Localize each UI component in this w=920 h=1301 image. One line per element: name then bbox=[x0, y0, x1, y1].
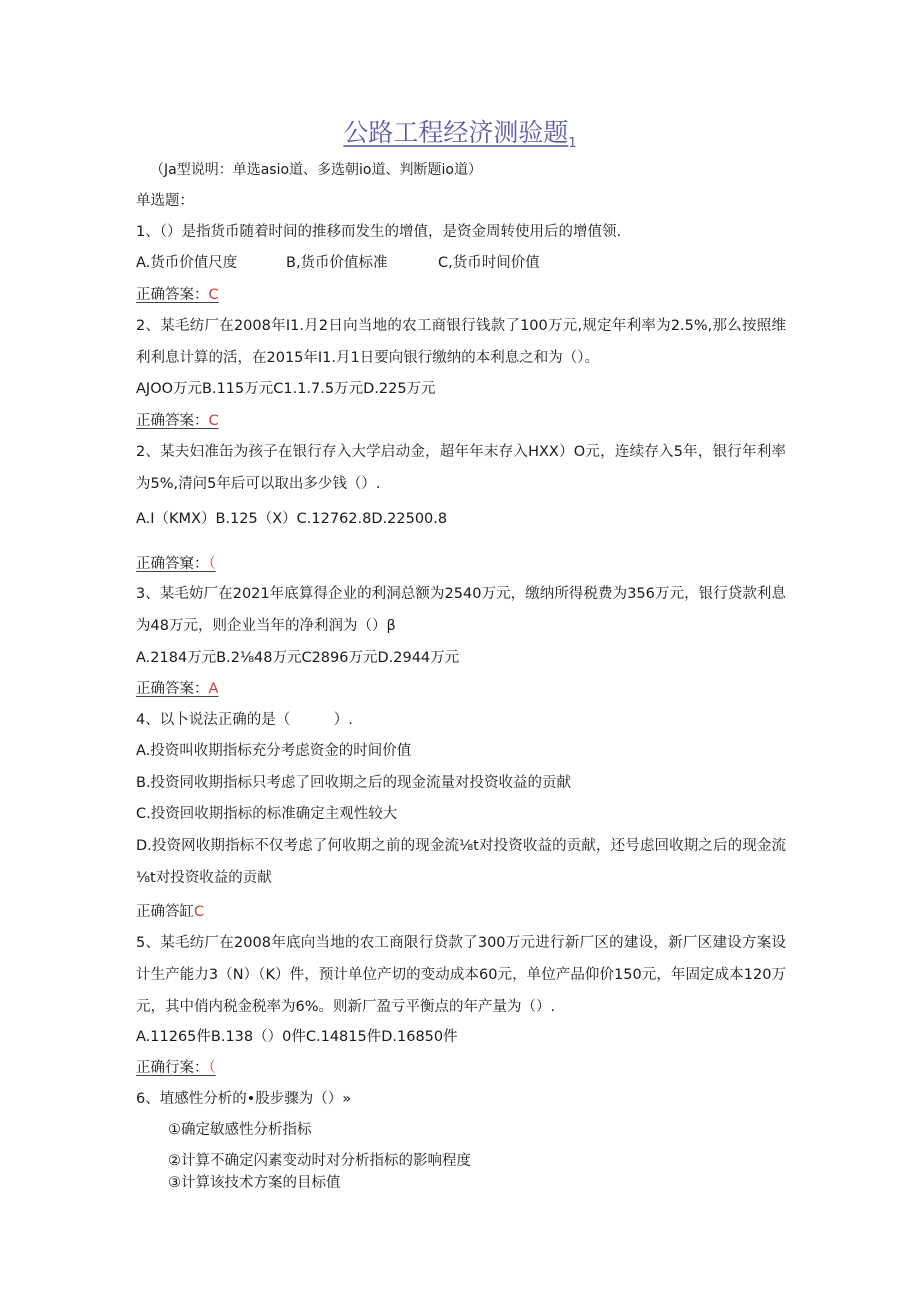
q6-text: 6、埴感性分析的•股步骤为（）» bbox=[136, 1091, 352, 1107]
answer-label: 正确答缸 bbox=[136, 904, 194, 920]
title-sub: 1 bbox=[568, 136, 577, 151]
q1-option-b: B,货币价值标准 bbox=[286, 255, 388, 271]
q4-option-d: D.投资网收期指标不仅考虑了何收期之前的现金流⅛t对投资收益的贡献，还号虑回收期之后的现金流⅛t对投资收益的贡献 bbox=[136, 838, 786, 886]
answer-value: C bbox=[208, 287, 219, 303]
answer-value: A bbox=[208, 681, 219, 697]
answer-value: （ bbox=[208, 556, 216, 572]
q5-answer bbox=[136, 1058, 216, 1078]
answer-value: C bbox=[194, 904, 205, 920]
q3-options: A.2184万元B.2⅛48万元C2896万元D.2944万元 bbox=[136, 650, 460, 666]
answer-label: 正确答案： bbox=[136, 287, 209, 303]
q6-step-1: ①确定敏感性分析指标 bbox=[168, 1122, 312, 1138]
q5-options: A.11265件B.138（）0件C.14815件D.16850件 bbox=[136, 1029, 458, 1045]
q4-option-c: C.投资回收期指标的标准确定主观性较大 bbox=[136, 806, 398, 822]
section-single-choice: 单选题： bbox=[136, 193, 194, 209]
answer-value: （ bbox=[208, 1060, 216, 1076]
q3-text: 3、某毛妨厂在2021年底算得企业的利洞总额为2540万元，缴纳所得税费为356万元，银行贷款利息为48万元，则企业当年的净利润为（）β bbox=[136, 586, 786, 634]
answer-label: 正确行案： bbox=[136, 1060, 209, 1076]
question-type-note: （Ja型说明：单选asio道、多选朝io道、判断题io道） bbox=[150, 162, 482, 178]
q4-option-b: B.投资同收期指标只考虑了回收期之后的现金流量对投资收益的贡献 bbox=[136, 775, 572, 791]
q6-step-2: ②计算不确定闪素变动时对分析指标的影响程度 bbox=[168, 1153, 471, 1169]
q2a-answer bbox=[136, 411, 219, 431]
answer-label: 正确答案： bbox=[136, 681, 209, 697]
q1-answer bbox=[136, 285, 219, 305]
title-text: 公路工程经济测验题 bbox=[343, 118, 569, 147]
q2a-options: AJOO万元B.115万元C1.1.7.5万元D.225万元 bbox=[136, 381, 436, 397]
q1-option-c: C,货币时间价值 bbox=[438, 255, 540, 271]
q4-option-a: A.投资叫收期指标充分考虑资金的时间价值 bbox=[136, 743, 412, 759]
answer-value: C bbox=[208, 413, 219, 429]
q2b-answer bbox=[136, 554, 216, 574]
q3-answer bbox=[136, 679, 218, 699]
q2a-text: 2、某毛纺厂在2008年I1.月2日向当地的农工商银行钱款了100万元,规定年利率为2.5%,那么按照维利利息计算的活，在2015年I1.月1日要向银行缴纳的本利息之和为（）。 bbox=[136, 318, 786, 366]
q1-text: 1、（）是指货币随着时间的推移而发生的增值，是资金周转使用后的增值领. bbox=[136, 224, 622, 240]
q2b-options: A.I（KMX）B.125（X）C.12762.8D.22500.8 bbox=[136, 511, 448, 527]
q1-option-a: A.货币价值尺度 bbox=[136, 255, 238, 271]
q6-step-3: ③计算该技术方案的目标值 bbox=[168, 1175, 341, 1191]
q4-answer bbox=[136, 902, 204, 922]
answer-label: 正确答窠： bbox=[136, 556, 209, 572]
q2b-text: 2、某夫妇准缶为孩子在银行存入大学启动金，超年年末存入HXX）O元，连续存入5年，银行年利率为5%,清问5年后可以取出多少钱（）. bbox=[136, 444, 786, 492]
q5-text: 5、某毛纺厂在2008年底向当地的农工商限行贷款了300万元进行新厂区的建设，新厂区建设方案设计生产能力3（N）（K）件，预计单位产切的变动成本60元，单位产品仰价150元，年固定成本120万元，其中俏内税金税率为6%。则新厂盈亏平衡点的年产量为（）. bbox=[136, 935, 786, 1015]
page-title bbox=[0, 113, 920, 151]
q4-text: 4、以卜说法正确的是（ ）. bbox=[136, 712, 353, 728]
answer-label: 正确答案： bbox=[136, 413, 209, 429]
q1-options bbox=[136, 253, 540, 273]
